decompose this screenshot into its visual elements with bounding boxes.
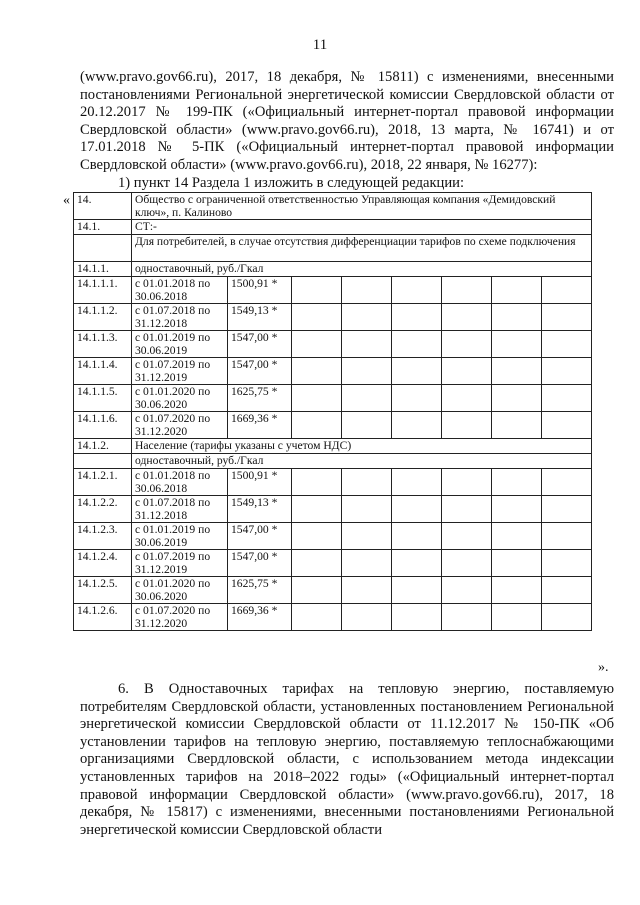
empty-cell <box>292 385 342 412</box>
tariff-row <box>74 496 592 523</box>
row-number: 14.1.1.2. <box>74 304 132 331</box>
row-number: 14.1.1.3. <box>74 331 132 358</box>
empty-cell <box>342 277 392 304</box>
population-row <box>74 439 592 454</box>
empty-cell <box>442 523 492 550</box>
intro-paragraph: (www.pravo.gov66.ru), 2017, 18 декабря, № 15811) с изменениями, внесенными постановлениями Региональной энергетической комиссии Свердловской области от 20.12.2017 № 199-ПК («Официальный интернет-портал правовой информации Свердловской области» (www.pravo.gov66.ru), 2018, 13 марта, № 16741) и от 17.01.2018 № 5-ПК («Официальный интернет-портал правовой информации Свердловской области» (www.pravo.gov66.ru), 2018, 22 января, № 16277): <box>80 69 614 173</box>
row-number: 14.1.2.3. <box>74 523 132 550</box>
period-cell: с 01.01.2020 по 30.06.2020 <box>132 577 228 604</box>
tariff-row <box>74 385 592 412</box>
empty-cell <box>542 550 592 577</box>
row-number: 14.1.2.5. <box>74 577 132 604</box>
empty-cell <box>442 277 492 304</box>
empty-cell <box>542 496 592 523</box>
empty-cell <box>392 469 442 496</box>
empty-cell <box>292 358 342 385</box>
tariff-row <box>74 469 592 496</box>
empty-cell <box>292 277 342 304</box>
empty-cell <box>292 523 342 550</box>
tariff-value: 1547,00 * <box>228 523 292 550</box>
tariff-value: 1625,75 * <box>228 385 292 412</box>
empty-cell <box>542 523 592 550</box>
paragraph-6-text: В Одноставочных тарифах на тепловую энергию, поставляемую потребителям Свердловской области, установленных постановлением Региональной энергетической комиссии Свердловской области от 11.12.2017 № 150-ПК «Об установлении тарифов на тепловую энергию, поставляемую теплоснабжающими организациями Свердловской области, с использованием метода индексации установленных тарифов на 2018–2022 годы» («Официальный интернет-портал правовой информации Свердловской области» (www.pravo.gov66.ru), 2017, 18 декабря, № 15817) с изменениями, внесенными постановлениями Региональной энергетической комиссии Свердловской области <box>80 681 614 838</box>
row-number: 14.1.1.4. <box>74 358 132 385</box>
period-cell: с 01.01.2019 по 30.06.2019 <box>132 331 228 358</box>
empty-cell <box>492 304 542 331</box>
empty-cell <box>442 577 492 604</box>
empty-cell <box>542 604 592 631</box>
group2-rows <box>74 469 592 631</box>
empty-cell <box>342 496 392 523</box>
empty-cell <box>492 496 542 523</box>
empty-cell <box>442 496 492 523</box>
row-number: 14.1.1.5. <box>74 385 132 412</box>
tariff-row <box>74 277 592 304</box>
item-1-heading: 1) пункт 14 Раздела 1 изложить в следующей редакции: <box>118 175 465 191</box>
tariff-value: 1547,00 * <box>228 331 292 358</box>
empty-cell <box>342 358 392 385</box>
empty-cell <box>542 469 592 496</box>
empty-cell <box>442 469 492 496</box>
empty-cell <box>342 331 392 358</box>
empty-cell <box>392 604 442 631</box>
tariff-value: 1547,00 * <box>228 358 292 385</box>
row-number <box>74 235 132 262</box>
empty-cell <box>492 277 542 304</box>
row-number: 14.1.2. <box>74 439 132 454</box>
group1-header-row <box>74 262 592 277</box>
empty-cell <box>342 523 392 550</box>
tariff-value: 1547,00 * <box>228 550 292 577</box>
empty-cell <box>392 277 442 304</box>
row-number: 14.1.2.2. <box>74 496 132 523</box>
empty-cell <box>292 496 342 523</box>
empty-cell <box>392 385 442 412</box>
tariff-row <box>74 358 592 385</box>
empty-cell <box>392 331 442 358</box>
empty-cell <box>542 277 592 304</box>
empty-cell <box>492 331 542 358</box>
row-number: 14.1.2.1. <box>74 469 132 496</box>
empty-cell <box>342 469 392 496</box>
empty-cell <box>492 604 542 631</box>
page-number: 11 <box>312 37 328 53</box>
rate-type-label: одноставочный, руб./Гкал <box>132 262 592 277</box>
period-cell: с 01.07.2019 по 31.12.2019 <box>132 550 228 577</box>
empty-cell <box>292 331 342 358</box>
empty-cell <box>442 304 492 331</box>
empty-cell <box>492 523 542 550</box>
opening-quote: « <box>63 193 70 208</box>
tariff-value: 1500,91 * <box>228 469 292 496</box>
period-cell: с 01.07.2018 по 31.12.2018 <box>132 304 228 331</box>
empty-cell <box>292 412 342 439</box>
empty-cell <box>542 358 592 385</box>
org-name: Общество с ограниченной ответственностью Управляющая компания «Демидовский ключ», п. Калиново <box>132 193 592 220</box>
empty-cell <box>292 604 342 631</box>
st-label: СТ:- <box>132 220 592 235</box>
empty-cell <box>492 550 542 577</box>
empty-cell <box>292 469 342 496</box>
group2-header-row <box>74 454 592 469</box>
closing-quote: ». <box>598 660 609 675</box>
tariff-row <box>74 412 592 439</box>
empty-cell <box>442 385 492 412</box>
consumers-row <box>74 235 592 262</box>
empty-cell <box>542 304 592 331</box>
empty-cell <box>442 331 492 358</box>
row-number: 14.1.2.6. <box>74 604 132 631</box>
empty-cell <box>542 577 592 604</box>
period-cell: с 01.01.2018 по 30.06.2018 <box>132 469 228 496</box>
tariff-row <box>74 577 592 604</box>
empty-cell <box>442 358 492 385</box>
tariff-value: 1549,13 * <box>228 496 292 523</box>
population-label: Население (тарифы указаны с учетом НДС) <box>132 439 592 454</box>
st-row <box>74 220 592 235</box>
period-cell: с 01.07.2020 по 31.12.2020 <box>132 604 228 631</box>
row-number: 14.1. <box>74 220 132 235</box>
empty-cell <box>442 412 492 439</box>
tariff-value: 1669,36 * <box>228 604 292 631</box>
row-number: 14.1.1.1. <box>74 277 132 304</box>
period-cell: с 01.01.2018 по 30.06.2018 <box>132 277 228 304</box>
tariff-value: 1500,91 * <box>228 277 292 304</box>
tariff-row <box>74 523 592 550</box>
empty-cell <box>542 331 592 358</box>
rate-type-label: одноставочный, руб./Гкал <box>132 454 592 469</box>
empty-cell <box>292 550 342 577</box>
empty-cell <box>342 412 392 439</box>
consumers-note: Для потребителей, в случае отсутствия дифференциации тарифов по схеме подключения <box>132 235 592 262</box>
empty-cell <box>392 358 442 385</box>
empty-cell <box>442 550 492 577</box>
empty-cell <box>342 550 392 577</box>
empty-cell <box>392 577 442 604</box>
empty-cell <box>492 358 542 385</box>
empty-cell <box>342 577 392 604</box>
row-number: 14.1.1. <box>74 262 132 277</box>
paragraph-number: 6. <box>118 681 129 697</box>
tariff-row <box>74 304 592 331</box>
tariff-value: 1625,75 * <box>228 577 292 604</box>
tariff-row <box>74 331 592 358</box>
empty-cell <box>342 385 392 412</box>
empty-cell <box>292 577 342 604</box>
paragraph-6 <box>80 681 614 839</box>
empty-cell <box>492 469 542 496</box>
empty-cell <box>492 412 542 439</box>
row-number: 14.1.2.4. <box>74 550 132 577</box>
group1-rows <box>74 277 592 439</box>
tariff-value: 1549,13 * <box>228 304 292 331</box>
period-cell: с 01.07.2018 по 31.12.2018 <box>132 496 228 523</box>
empty-cell <box>492 577 542 604</box>
empty-cell <box>292 304 342 331</box>
tariff-row <box>74 604 592 631</box>
period-cell: с 01.01.2019 по 30.06.2019 <box>132 523 228 550</box>
empty-cell <box>442 604 492 631</box>
empty-cell <box>392 304 442 331</box>
empty-cell <box>342 604 392 631</box>
empty-cell <box>392 412 442 439</box>
period-cell: с 01.07.2019 по 31.12.2019 <box>132 358 228 385</box>
tariff-table <box>73 192 592 631</box>
row-number: 14. <box>74 193 132 220</box>
empty-cell <box>392 523 442 550</box>
empty-cell <box>392 550 442 577</box>
empty-cell <box>542 385 592 412</box>
period-cell: с 01.01.2020 по 30.06.2020 <box>132 385 228 412</box>
empty-cell <box>542 412 592 439</box>
row-number: 14.1.1.6. <box>74 412 132 439</box>
section-row <box>74 193 592 220</box>
tariff-value: 1669,36 * <box>228 412 292 439</box>
tariff-row <box>74 550 592 577</box>
empty-cell <box>342 304 392 331</box>
period-cell: с 01.07.2020 по 31.12.2020 <box>132 412 228 439</box>
empty-cell <box>492 385 542 412</box>
empty-cell <box>392 496 442 523</box>
row-number <box>74 454 132 469</box>
